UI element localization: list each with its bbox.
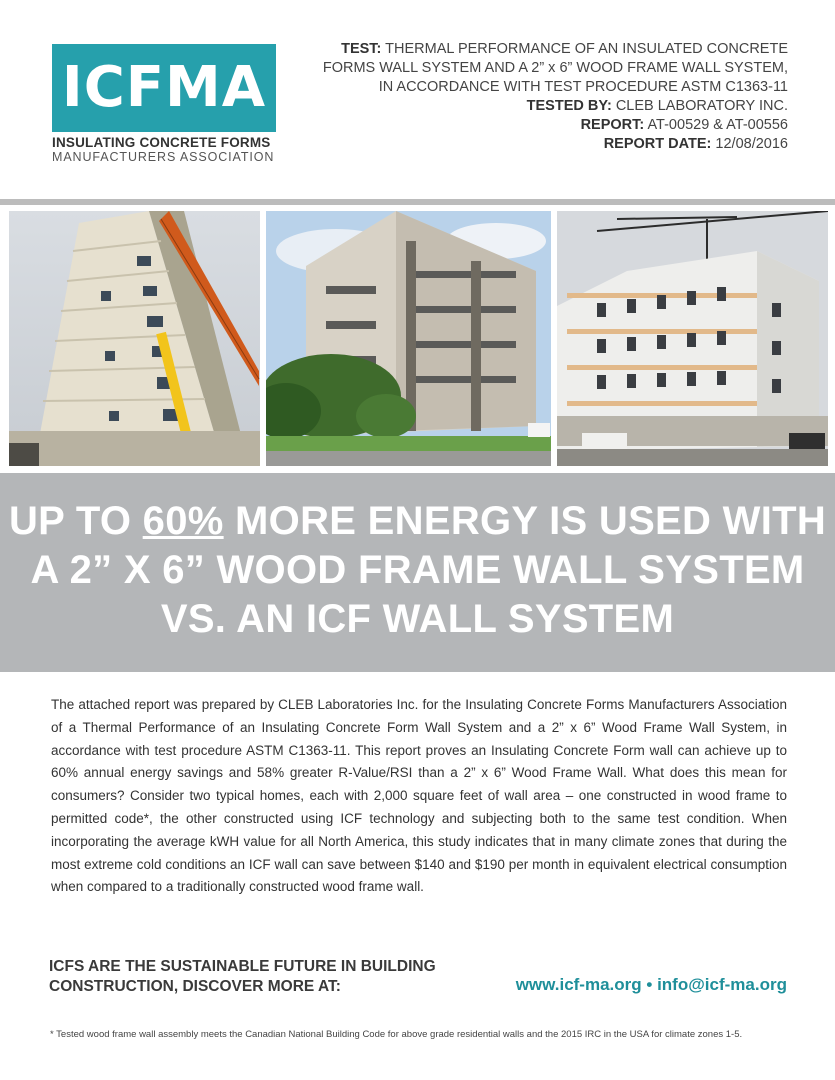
test-info-block xyxy=(318,40,788,154)
tested-by-label: TESTED BY: xyxy=(526,98,612,114)
tested-by-line xyxy=(318,97,788,116)
headline-post: MORE ENERGY IS USED WITH A 2” X 6” WOOD FRAME WALL SYSTEM VS. AN ICF WALL SYSTEM xyxy=(30,499,827,641)
logo-tagline-line1: INSULATING CONCRETE FORMS xyxy=(52,135,271,150)
logo-wordmark: ICFMA xyxy=(61,55,267,120)
headline-pre: UP TO xyxy=(8,499,143,543)
report-date-label: REPORT DATE: xyxy=(603,136,712,152)
contact-links xyxy=(516,975,787,995)
photo-icf-building-cranes xyxy=(557,211,828,466)
report-label: REPORT: xyxy=(580,117,645,133)
test-line xyxy=(318,40,788,97)
logo-box xyxy=(52,44,276,132)
website-link[interactable]: www.icf-ma.org xyxy=(515,975,642,994)
report-date-line xyxy=(318,135,788,154)
report-summary-paragraph: The attached report was prepared by CLEB Laboratories Inc. for the Insulating Concrete Forms Manufacturers Association of a Thermal Performance of an Insulating Concrete Form Wall System and a 2” x 6” Wood Frame Wall System, in accordance with test procedure ASTM C1363-11. This report proves an Insulating Concrete Form wall can achieve up to 60% annual energy savings and 58% greater R-Value/RSI than a 2” x 6” Wood Frame Wall. What does this mean for consumers? Consider two typical homes, each with 2,000 square feet of wall area – one constructed in wood frame to permitted code*, the other constructed using ICF technology and subjecting both to the same test condition. When incorporating the average kWH value for all North America, this study indicates that in many climate zones that during the most extreme cold conditions an ICF wall can save between $140 and $190 per month in equivalent electrical consumption when compared to a traditionally constructed wood frame wall. xyxy=(51,697,787,895)
test-label: TEST: xyxy=(341,41,382,57)
email-link[interactable]: info@icf-ma.org xyxy=(657,975,787,994)
report-date-value: 12/08/2016 xyxy=(715,136,788,152)
cta-text: ICFS ARE THE SUSTAINABLE FUTURE IN BUILDING CONSTRUCTION, DISCOVER MORE AT: xyxy=(49,958,436,995)
tested-by-value: CLEB LABORATORY INC. xyxy=(615,98,788,114)
test-value: THERMAL PERFORMANCE OF AN INSULATED CONCRETE FORMS WALL SYSTEM AND A 2” x 6” WOOD FRAME WALL SYSTEM, IN ACCORDANCE WITH TEST PROCEDURE ASTM C1363-11 xyxy=(322,41,788,95)
photo-highrise-construction xyxy=(9,211,260,466)
headline-percentage: 60% xyxy=(142,499,224,543)
logo-tagline-line2: MANUFACTURERS ASSOCIATION xyxy=(52,150,275,164)
header-divider xyxy=(0,199,835,205)
report-value: AT-00529 & AT-00556 xyxy=(647,117,788,133)
headline-banner xyxy=(0,473,835,672)
icfma-logo xyxy=(52,44,278,164)
report-line xyxy=(318,116,788,135)
link-separator: • xyxy=(646,975,653,994)
headline-text xyxy=(0,497,835,644)
footnote: * Tested wood frame wall assembly meets the Canadian National Building Code for above grade residential walls and the 2015 IRC in the USA for climate zones 1-5. xyxy=(50,1029,743,1040)
photo-apartment-building xyxy=(266,211,551,466)
